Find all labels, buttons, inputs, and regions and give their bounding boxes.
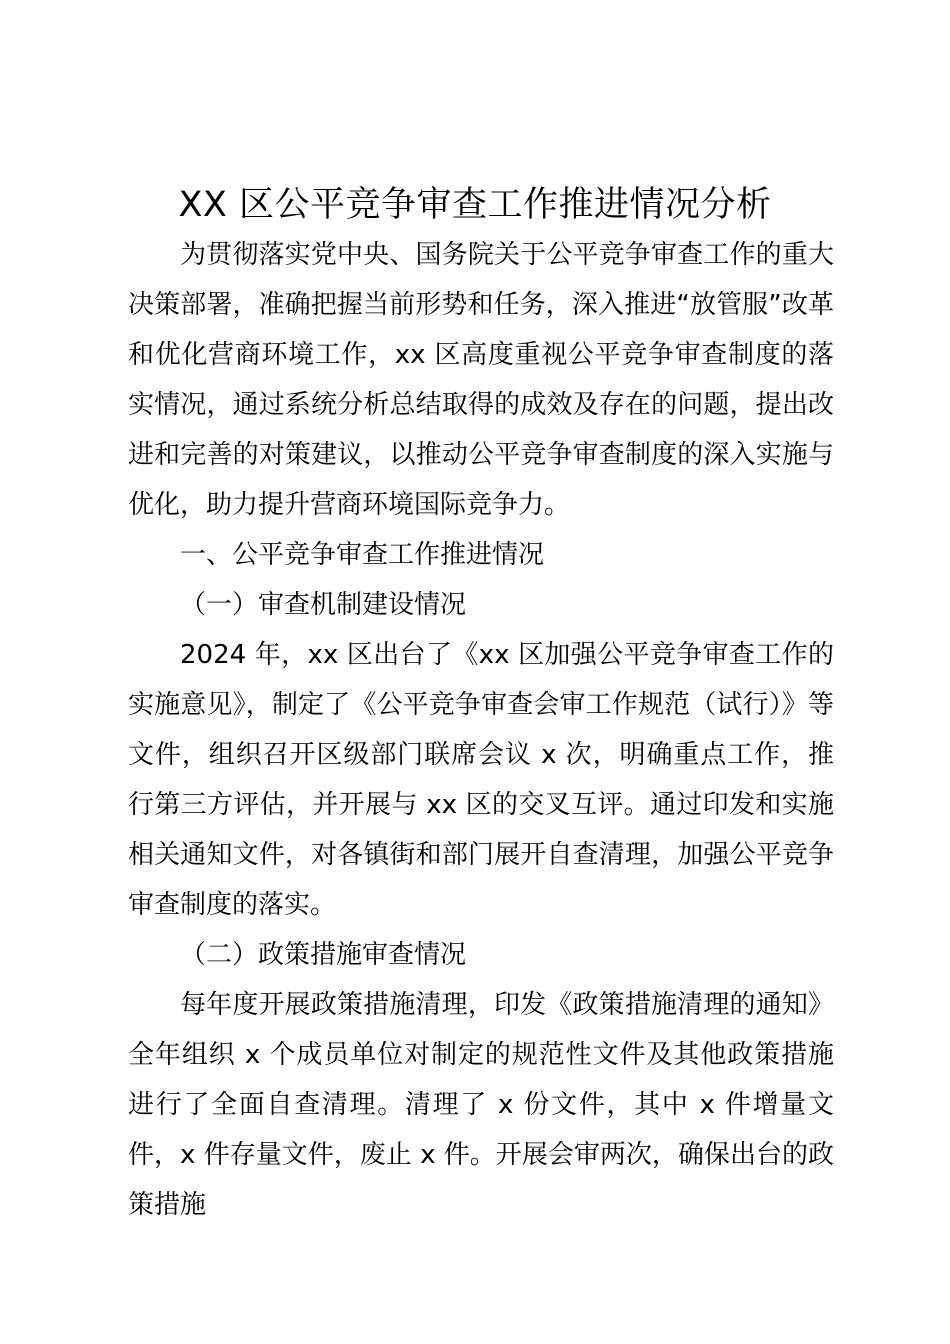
- section-heading: 一、公平竞争审查工作推进情况: [180, 540, 545, 570]
- document-title: XX 区公平竞争审查工作推进情况分析: [178, 185, 772, 225]
- subsection-paragraph-2: 每年度开展政策措施清理，印发《政策措施清理的通知》全年组织 x 个成员单位对制定的规范性文件及其他政策措施进行了全面自查清理。清理了 x 份文件，其中 x 件增量文件，x 件存量文件，废止 x 件。开展会审两次，确保出台的政策措施: [128, 990, 834, 1220]
- subsection-paragraph-1: 2024 年，xx 区出台了《xx 区加强公平竞争审查工作的实施意见》，制定了《公平竞争审查会审工作规范（试行）》等文件，组织召开区级部门联席会议 x 次，明确重点工作，推行第三方评估，并开展与 xx 区的交叉互评。通过印发和实施相关通知文件，对各镇街和部门展开自查清理，加强公平竞争审查制度的落实。: [128, 640, 834, 920]
- subsection-heading-1: （一）审查机制建设情况: [180, 590, 467, 620]
- intro-paragraph: 为贯彻落实党中央、国务院关于公平竞争审查工作的重大决策部署，准确把握当前形势和任务，深入推进“放管服”改革和优化营商环境工作，xx 区高度重视公平竞争审查制度的落实情况，通过系统分析总结取得的成效及存在的问题，提出改进和完善的对策建议，以推动公平竞争审查制度的深入实施与优化，助力提升营商环境国际竞争力。: [128, 240, 834, 520]
- subsection-heading-2: （二）政策措施审查情况: [180, 940, 467, 970]
- document-body: [128, 230, 834, 1230]
